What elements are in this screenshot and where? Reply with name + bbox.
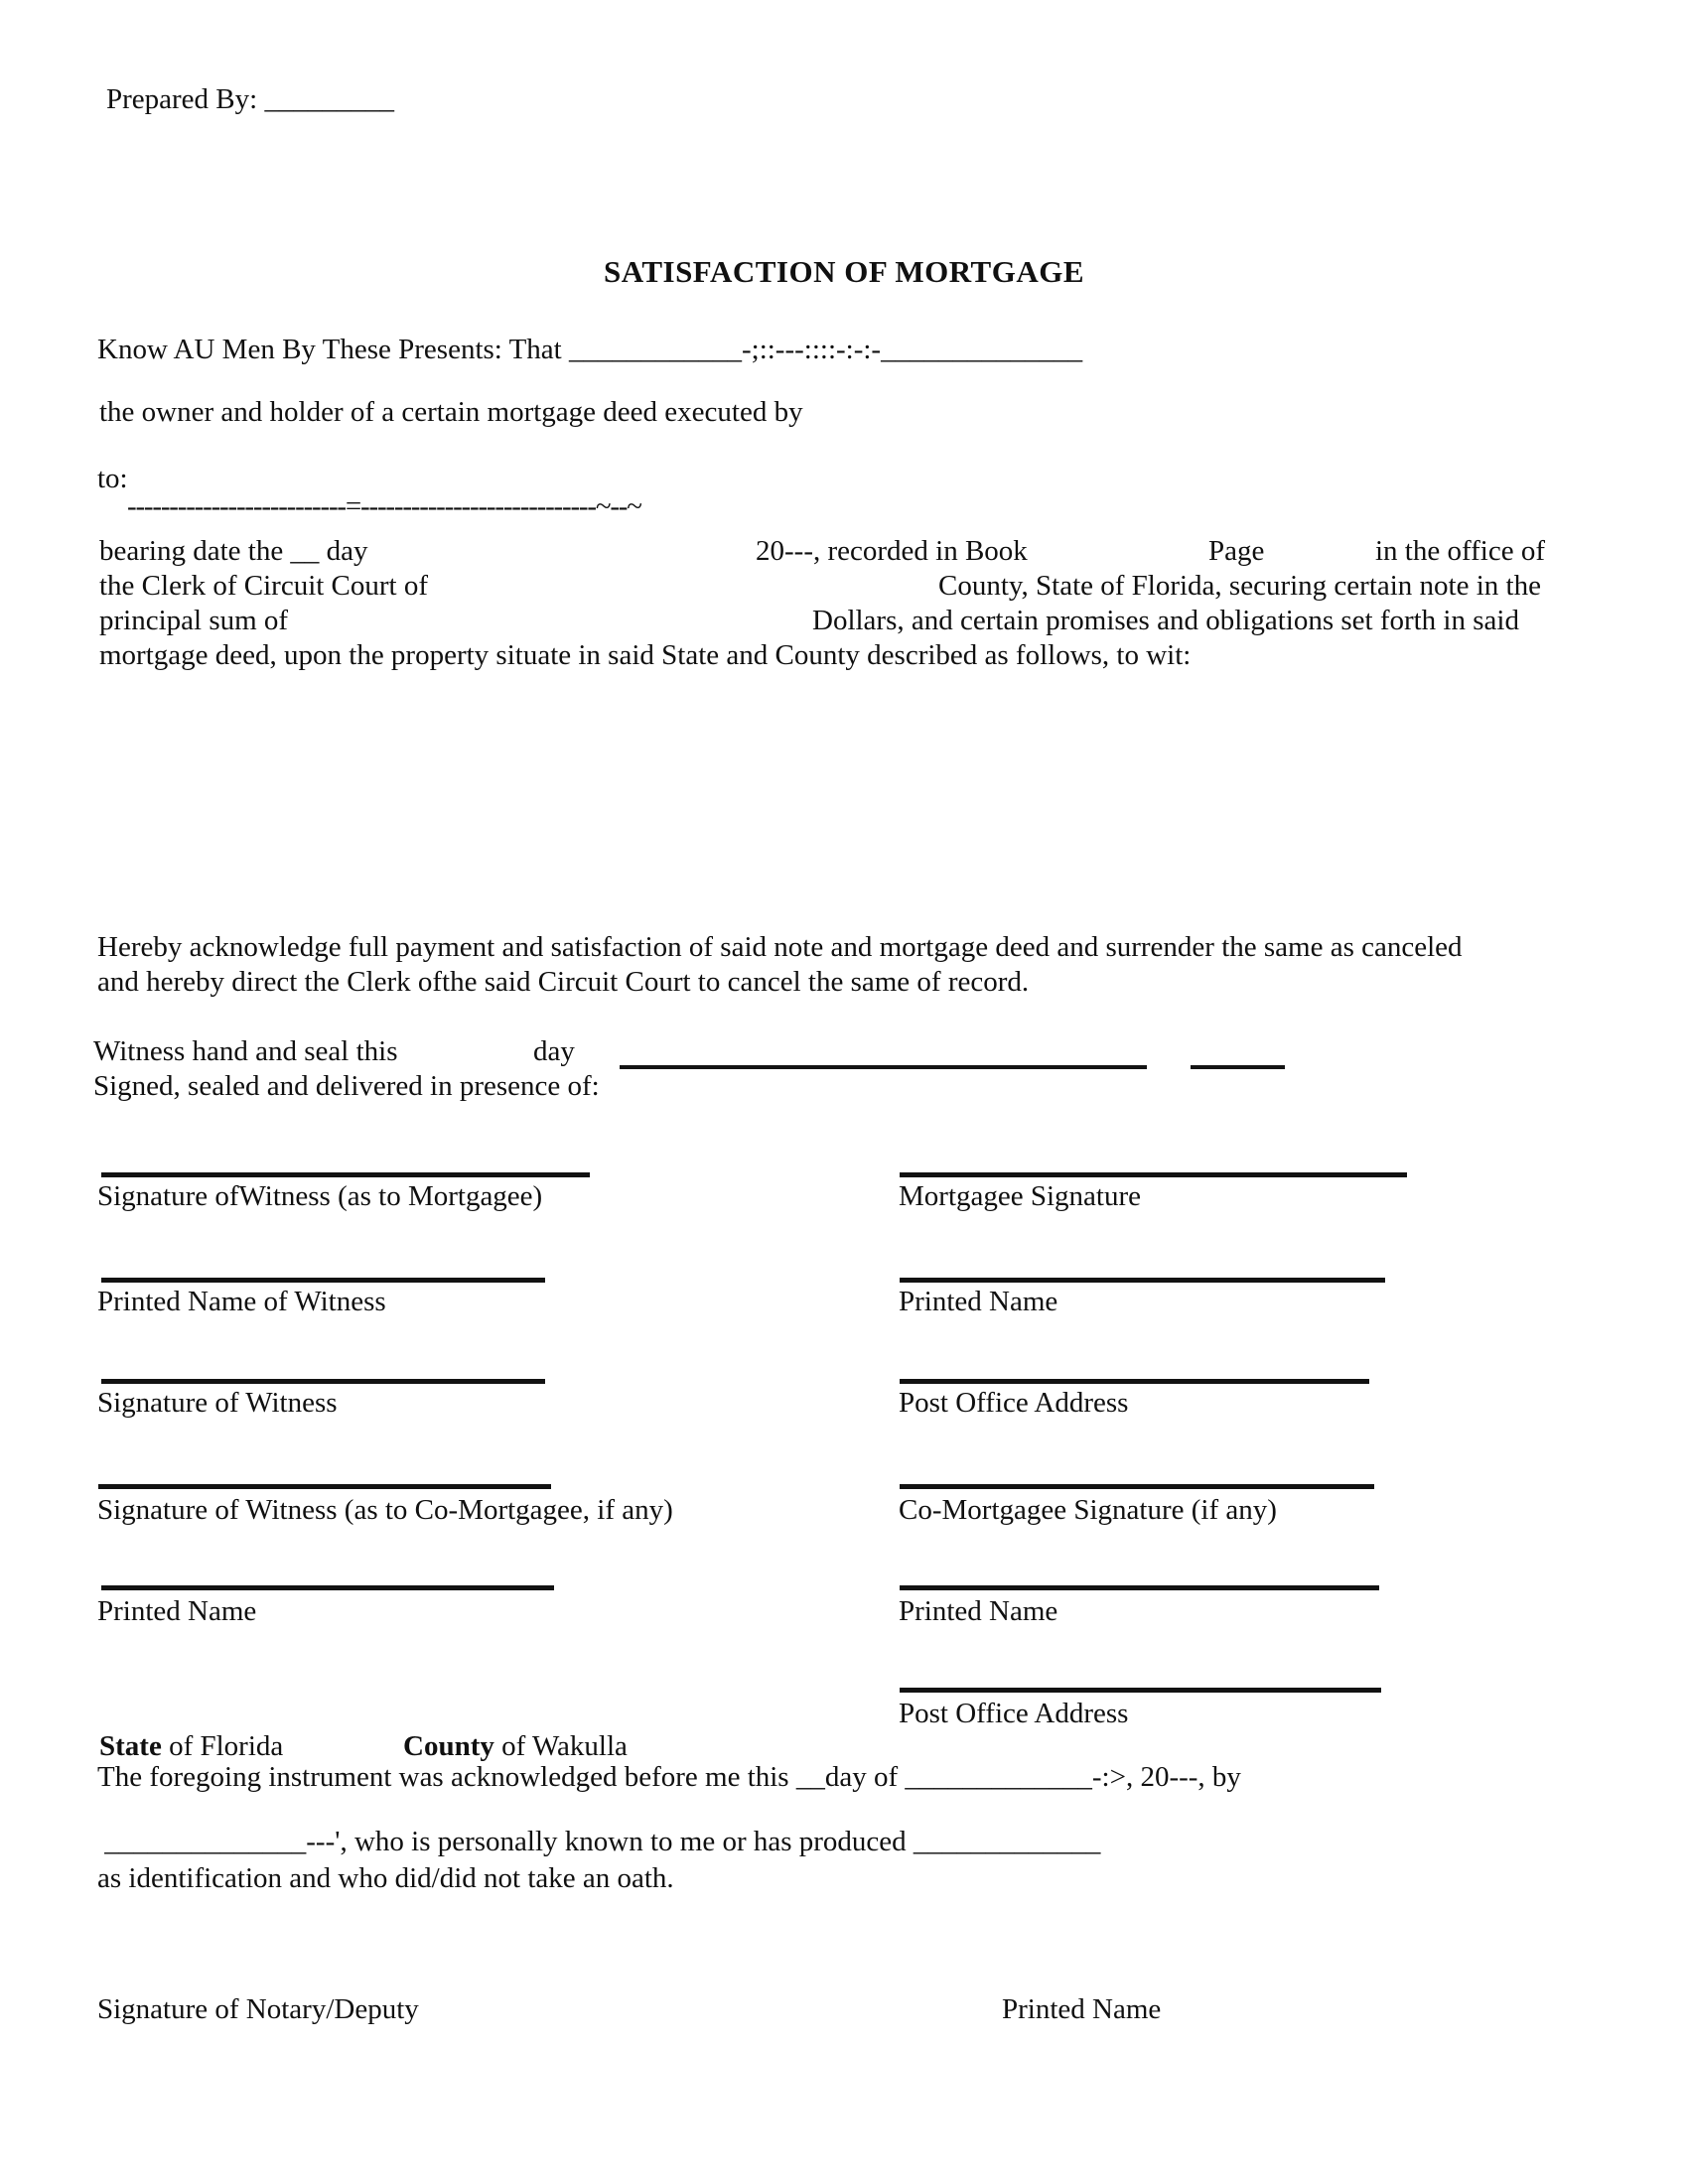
witness-seal-text: Witness hand and seal this (93, 1035, 398, 1067)
state-of-florida-text: State of Florida (99, 1730, 284, 1762)
acknowledgment-line: The foregoing instrument was acknowledged before me this __day of _____________-:>, 20---, by (97, 1761, 1241, 1793)
strikeout-line: --------------------------=----------------------------~--~ (127, 490, 641, 522)
principal-sum-segment: principal sum of (99, 605, 289, 636)
witness-seal-short-line (1191, 1065, 1285, 1069)
witness-date-line (620, 1065, 1147, 1069)
to-label: to: (97, 463, 128, 494)
signature-line (101, 1278, 545, 1283)
signature-line (900, 1172, 1407, 1177)
signature-of-witness-label: Signature of Witness (97, 1387, 338, 1419)
county-state-segment: County, State of Florida, securing certain note in the (938, 570, 1541, 602)
clerk-court-segment: the Clerk of Circuit Court of (99, 570, 429, 602)
signature-line (101, 1172, 590, 1177)
notary-signature-label: Signature of Notary/Deputy (97, 1993, 419, 2025)
signature-line (900, 1688, 1381, 1693)
day-word: day (533, 1035, 575, 1067)
identification-oath-line: as identification and who did/did not take an oath. (97, 1862, 674, 1894)
prepared-by-label: Prepared By: _________ (106, 83, 394, 115)
personally-known-line: ______________---', who is personally known to me or has produced _____________ (97, 1826, 1101, 1857)
printed-name-witness-label: Printed Name of Witness (97, 1286, 386, 1317)
notary-printed-name-label: Printed Name (1002, 1993, 1162, 2025)
property-description-line: mortgage deed, upon the property situate in said State and County described as follows, to wit: (99, 639, 1192, 671)
signature-line (900, 1278, 1385, 1283)
office-segment: in the office of (1375, 535, 1545, 567)
signature-line (900, 1379, 1369, 1384)
document-title: SATISFACTION OF MORTGAGE (604, 254, 1084, 289)
opening-line: Know AU Men By These Presents: That ____________-;::---::::-:-:-______________ (97, 334, 1083, 365)
bearing-date-segment: bearing date the __ day (99, 535, 368, 567)
mortgagee-signature-label: Mortgagee Signature (899, 1180, 1142, 1212)
signature-line (101, 1585, 554, 1590)
post-office-address-label-2: Post Office Address (899, 1698, 1129, 1729)
presence-line: Signed, sealed and delivered in presence of: (93, 1070, 600, 1102)
satisfaction-line-2: and hereby direct the Clerk ofthe said Circuit Court to cancel the same of record. (97, 966, 1030, 998)
county-of-wakulla-text: County of Wakulla (403, 1730, 628, 1762)
signature-line (900, 1585, 1379, 1590)
signature-line (101, 1379, 545, 1384)
satisfaction-line-1: Hereby acknowledge full payment and satisfaction of said note and mortgage deed and surrender the same as canceled (97, 931, 1463, 963)
post-office-address-label: Post Office Address (899, 1387, 1129, 1419)
dollars-segment: Dollars, and certain promises and obligations set forth in said (812, 605, 1519, 636)
printed-name-label: Printed Name (899, 1286, 1058, 1317)
recorded-book-segment: 20---, recorded in Book (756, 535, 1028, 567)
sig-witness-mortgagee-label: Signature ofWitness (as to Mortgagee) (97, 1180, 543, 1212)
signature-line (900, 1484, 1374, 1489)
printed-name-label-right: Printed Name (899, 1595, 1058, 1627)
page-word: Page (1208, 535, 1265, 567)
co-mortgagee-signature-label: Co-Mortgagee Signature (if any) (899, 1494, 1277, 1526)
owner-holder-line: the owner and holder of a certain mortgage deed executed by (99, 396, 803, 428)
printed-name-label-left: Printed Name (97, 1595, 257, 1627)
sig-witness-co-mortgagee-label: Signature of Witness (as to Co-Mortgagee, if any) (97, 1494, 673, 1526)
signature-line (98, 1484, 551, 1489)
